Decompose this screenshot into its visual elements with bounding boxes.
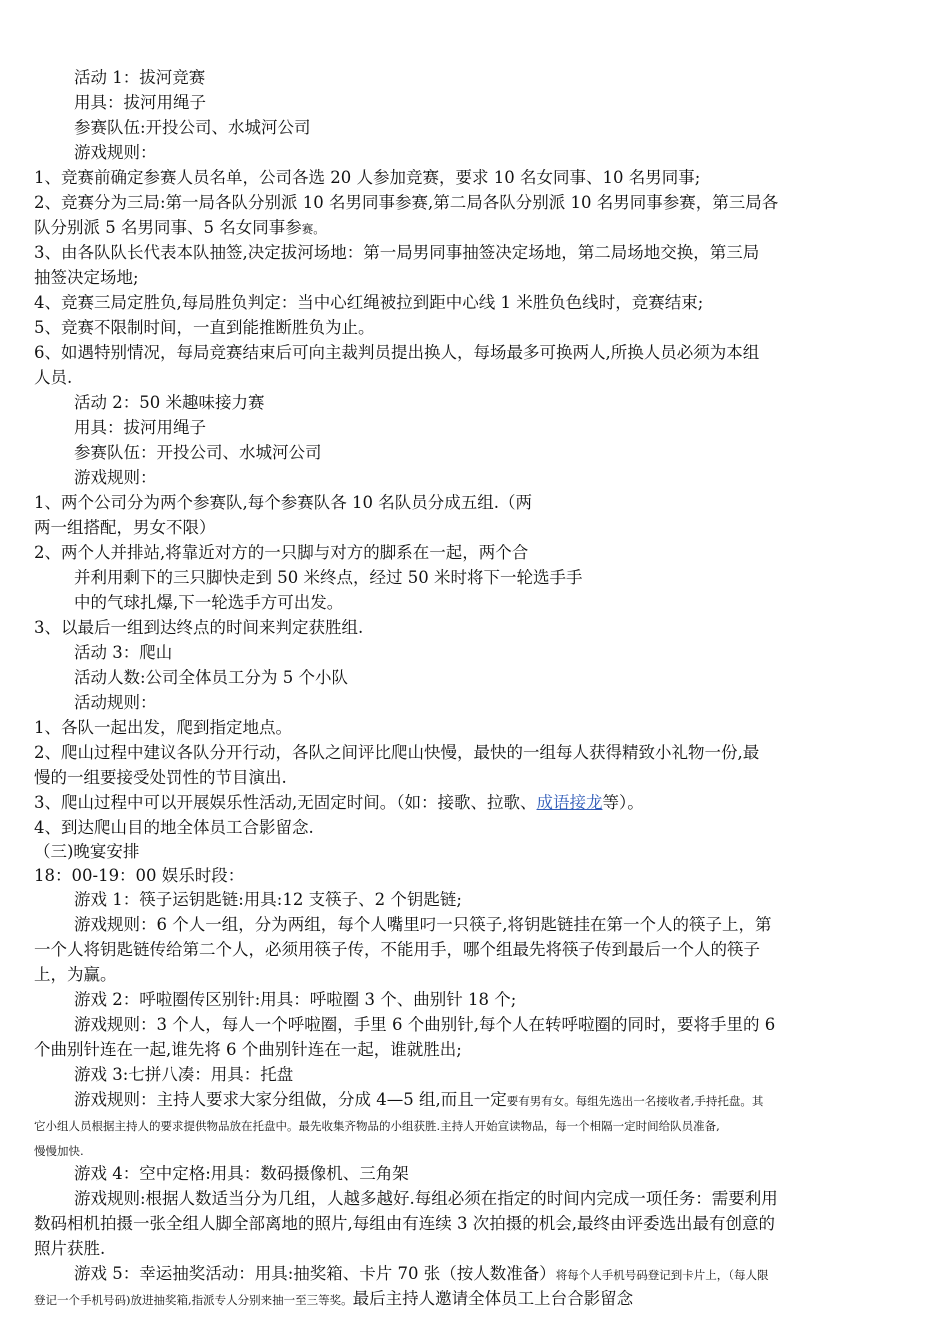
line-text: 数码相机拍摄一张全组人脚全部离地的照片,每组由有连续 3 次拍摄的机会,最终由评委选出最有创意的 (34, 1214, 775, 1233)
text-line (34, 491, 900, 516)
text-line (74, 988, 900, 1013)
line-text: 用具：拔河用绳子 (74, 418, 206, 437)
line-text: 活动规则： (74, 693, 157, 712)
text-line (74, 141, 900, 166)
text-line (74, 1162, 900, 1187)
small-print-text: 慢慢加快. (34, 1144, 84, 1158)
text-line (34, 816, 900, 841)
line-text: 参赛队伍:开投公司、水城河公司 (74, 118, 311, 137)
text-line (74, 691, 900, 716)
text-line (74, 666, 900, 691)
line-text: 上，为赢。 (34, 965, 117, 984)
line-text: 游戏规则：3 个人，每人一个呼啦圈，手里 6 个曲别针,每个人在转呼啦圈的同时，要将手里的 6 (74, 1015, 776, 1034)
line-text: 个曲别针连在一起,谁先将 6 个曲别针连在一起，谁就胜出; (34, 1040, 462, 1059)
line-text: 4、到达爬山目的地全体员工合影留念. (34, 818, 314, 837)
line-text: 4、竞赛三局定胜负,每局胜负判定：当中心红绳被拉到距中心线 1 米胜负色线时，竞赛结束; (34, 293, 704, 312)
text-line (34, 741, 900, 766)
small-print-text: 赛。 (301, 222, 325, 236)
line-text: 活动 1：拔河竞赛 (74, 68, 206, 87)
line-text: 游戏 5：幸运抽奖活动：用具:抽奖箱、卡片 70 张（按人数准备） (74, 1264, 556, 1283)
text-line (34, 1237, 900, 1262)
text-line (74, 466, 900, 491)
text-line (34, 516, 900, 541)
text-line (74, 416, 900, 441)
line-text: （三)晚宴安排 (34, 842, 140, 861)
line-text: 活动 3：爬山 (74, 643, 173, 662)
line-text: 5、竞赛不限制时间，一直到能推断胜负为止。 (34, 318, 375, 337)
text-line (34, 840, 900, 865)
line-text-tail: 等）。 (602, 793, 644, 812)
line-text: 1、两个公司分为两个参赛队,每个参赛队各 10 名队员分成五组.（两 (34, 493, 532, 512)
text-line (34, 791, 900, 816)
text-line (74, 641, 900, 666)
text-line (74, 66, 900, 91)
text-line (74, 1013, 900, 1038)
text-line (34, 1038, 900, 1063)
line-text-tail: 最后主持人邀请全体员工上台合影留念 (352, 1289, 634, 1308)
text-line (74, 888, 900, 913)
text-line (34, 266, 900, 291)
line-text: 照片获胜. (34, 1239, 106, 1258)
text-line (34, 716, 900, 741)
idiom-solitaire-link[interactable]: 成语接龙 (536, 793, 603, 812)
line-text: 用具：拔河用绳子 (74, 93, 206, 112)
line-text: 1、竞赛前确定参赛人员名单，公司各选 20 人参加竞赛，要求 10 名女同事、10 名男同事; (34, 168, 701, 187)
line-text: 游戏 2：呼啦圈传区别针:用具：呼啦圈 3 个、曲别针 18 个; (74, 990, 517, 1009)
small-print-text: 将每个人手机号码登记到卡片上，（每人限 (555, 1268, 769, 1282)
text-line (34, 291, 900, 316)
line-text: 游戏规则： (74, 468, 157, 487)
text-line (74, 1262, 900, 1288)
line-text: 游戏规则：6 个人一组，分为两组，每个人嘴里叼一只筷子,将钥匙链挂在第一个人的筷子上，第 (74, 915, 772, 934)
line-text: 2、爬山过程中建议各队分开行动，各队之间评比爬山快慢，最快的一组每人获得精致小礼物一份,最 (34, 743, 760, 762)
line-text: 18：00-19：00 娱乐时段： (34, 866, 245, 885)
text-line (34, 963, 900, 988)
line-text: 游戏 1：筷子运钥匙链:用具:12 支筷子、2 个钥匙链; (74, 890, 462, 909)
line-text: 3、以最后一组到达终点的时间来判定获胜组. (34, 618, 364, 637)
text-line (74, 1088, 900, 1114)
text-line (34, 241, 900, 266)
line-text: 活动人数:公司全体员工分为 5 个小队 (74, 668, 349, 687)
small-print-text: 登记一个手机号码)放进抽奖箱,指派专人分别来抽一至三等奖。 (34, 1293, 353, 1307)
line-text: 活动 2：50 米趣味接力赛 (74, 393, 265, 412)
text-line (34, 938, 900, 963)
line-text: 3、爬山过程中可以开展娱乐性活动,无固定时间。（如：接歌、拉歌、 (34, 793, 537, 812)
line-text: 慢的一组要接受处罚性的节目演出. (34, 768, 287, 787)
line-text: 游戏规则： (74, 143, 157, 162)
text-line (74, 591, 900, 616)
line-text: 3、由各队队长代表本队抽签,决定拔河场地：第一局男同事抽签决定场地，第二局场地交换，第三局 (34, 243, 760, 262)
line-text: 两一组搭配，男女不限） (34, 518, 216, 537)
line-text: 游戏规则：主持人要求大家分组做，分成 4—5 组,而且一定 (74, 1090, 507, 1109)
line-text: 一个人将钥匙链传给第二个人，必须用筷子传，不能用手，哪个组最先将筷子传到最后一个人的筷子 (34, 940, 760, 959)
small-print-text: 要有男有女。每组先选出一名接收者,手持托盘。其 (506, 1094, 764, 1108)
line-text: 并利用剩下的三只脚快走到 50 米终点，经过 50 米时将下一轮选手手 (74, 568, 583, 587)
line-text: 游戏 3:七拼八凑：用具：托盘 (74, 1065, 294, 1084)
text-line (74, 913, 900, 938)
small-print-text: 它小组人员根据主持人的要求提供物品放在托盘中。最先收集齐物品的小组获胜.主持人开始宣读物品，每一个相隔一定时间给队员准备, (34, 1119, 720, 1133)
text-line (74, 441, 900, 466)
text-line (34, 1113, 900, 1139)
text-line (74, 566, 900, 591)
text-line (74, 1063, 900, 1088)
text-line (34, 1287, 900, 1313)
line-text: 2、竞赛分为三局:第一局各队分别派 10 名男同事参赛,第二局各队分别派 10 名男同事参赛，第三局各 (34, 193, 779, 212)
line-text: 1、各队一起出发，爬到指定地点。 (34, 718, 292, 737)
text-line (34, 216, 900, 242)
line-text: 人员. (34, 368, 73, 387)
text-line (74, 1187, 900, 1212)
line-text: 中的气球扎爆,下一轮选手方可出发。 (74, 593, 344, 612)
line-text: 队分别派 5 名男同事、5 名女同事参 (34, 218, 302, 237)
line-text: 游戏 4：空中定格:用具：数码摄像机、三角架 (74, 1164, 409, 1183)
line-text: 抽签决定场地; (34, 268, 139, 287)
text-line (34, 1212, 900, 1237)
text-line (34, 616, 900, 641)
text-line (34, 541, 900, 566)
text-line (34, 341, 900, 366)
line-text: 游戏规则:根据人数适当分为几组，人越多越好.每组必须在指定的时间内完成一项任务：需要利用 (74, 1189, 778, 1208)
line-text: 6、如遇特别情况，每局竞赛结束后可向主裁判员提出换人，每场最多可换两人,所换人员必须为本组 (34, 343, 760, 362)
text-line (34, 766, 900, 791)
text-line (74, 391, 900, 416)
text-line (34, 166, 900, 191)
text-line (34, 316, 900, 341)
text-line (34, 1138, 900, 1164)
text-line (34, 191, 900, 216)
text-line (74, 91, 900, 116)
text-line (74, 116, 900, 141)
text-line (34, 864, 900, 889)
line-text: 2、两个人并排站,将靠近对方的一只脚与对方的脚系在一起，两个合 (34, 543, 529, 562)
text-line (34, 366, 900, 391)
line-text: 参赛队伍：开投公司、水城河公司 (74, 443, 322, 462)
